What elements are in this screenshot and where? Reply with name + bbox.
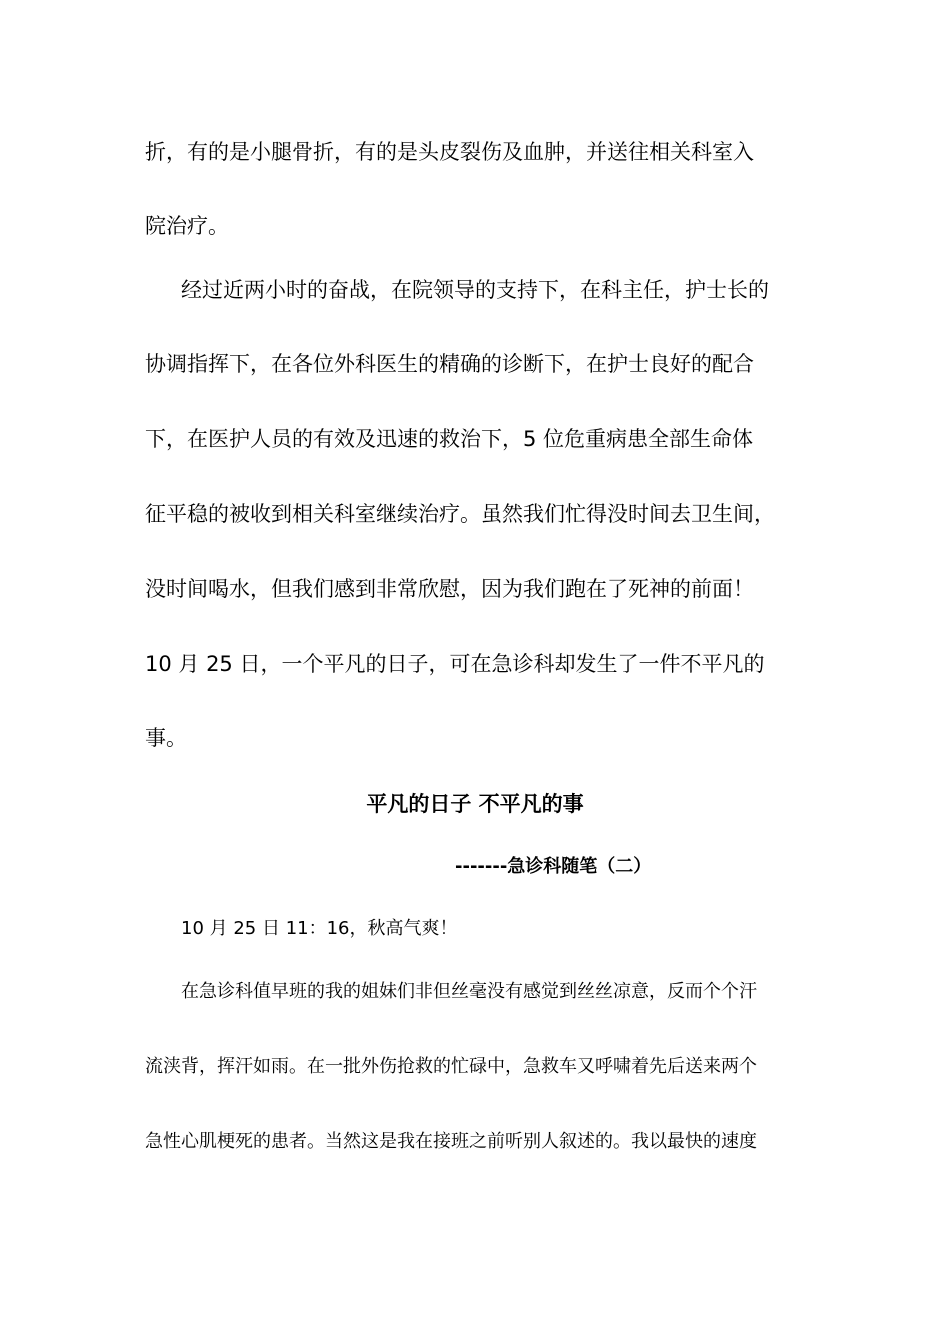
- article-subtitle: -------急诊科随笔（二）: [455, 856, 652, 877]
- paragraph-line: 在急诊科值早班的我的姐妹们非但丝毫没有感觉到丝丝凉意，反而个个汗: [181, 981, 757, 1002]
- paragraph-line: 下，在医护人员的有效及迅速的救治下，5 位危重病患全部生命体: [145, 427, 754, 451]
- paragraph-line: 协调指挥下，在各位外科医生的精确的诊断下，在护士良好的配合: [145, 352, 754, 376]
- paragraph-line: 折，有的是小腿骨折，有的是头皮裂伤及血肿，并送往相关科室入: [145, 140, 754, 164]
- paragraph-line: 10 月 25 日，一个平凡的日子，可在急诊科却发生了一件不平凡的: [145, 652, 765, 676]
- paragraph-line: 没时间喝水，但我们感到非常欣慰，因为我们跑在了死神的前面！: [145, 577, 754, 601]
- paragraph-line: 急性心肌梗死的患者。当然这是我在接班之前听别人叙述的。我以最快的速度: [145, 1131, 757, 1152]
- paragraph-line: 流浃背，挥汗如雨。在一批外伤抢救的忙碌中，急救车又呼啸着先后送来两个: [145, 1056, 757, 1077]
- paragraph-line: 事。: [145, 726, 187, 750]
- paragraph-line: 10 月 25 日 11：16，秋高气爽！: [181, 918, 458, 939]
- article-title: 平凡的日子 不平凡的事: [366, 792, 584, 816]
- paragraph-line: 院治疗。: [145, 214, 229, 238]
- paragraph-line: 经过近两小时的奋战，在院领导的支持下，在科主任，护士长的: [181, 278, 769, 302]
- paragraph-line: 征平稳的被收到相关科室继续治疗。虽然我们忙得没时间去卫生间，: [145, 502, 775, 526]
